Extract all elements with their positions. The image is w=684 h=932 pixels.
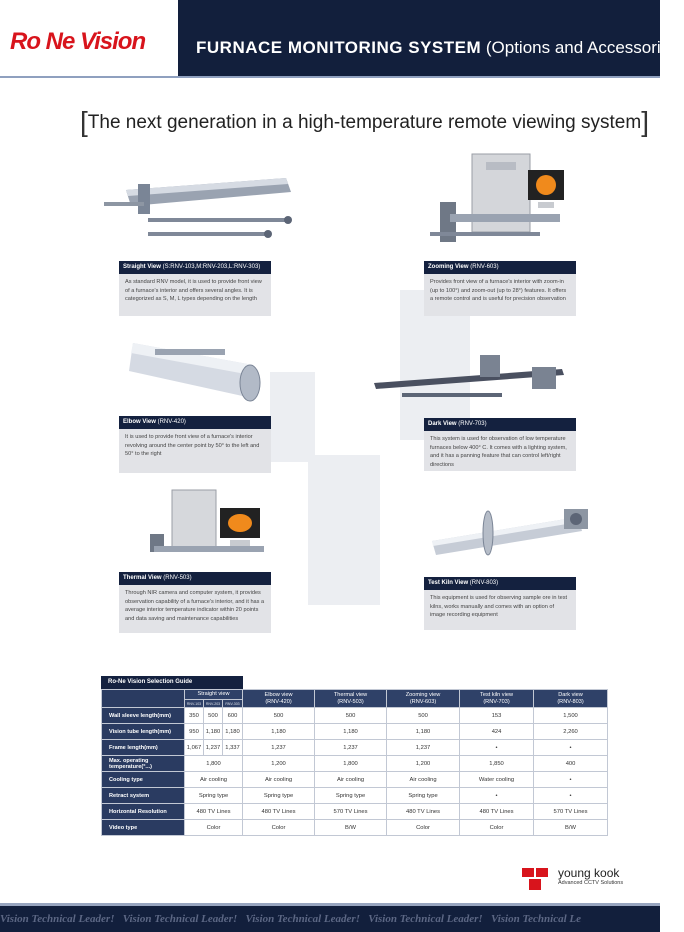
test-kiln-view-photo — [428, 495, 598, 567]
sub-col-header: RNV-103 — [185, 700, 204, 708]
straight-view-photo — [86, 168, 316, 248]
logo-area — [0, 0, 178, 78]
table-cell: 1,850 — [460, 756, 534, 772]
ronevision-logo: Ro Ne Vision — [10, 28, 146, 55]
zooming-view-description: Provides front view of a furnace's interior with zoom-in (up to 100°) and zoom-out (up to 28°) features. It offers a remote control and is useful for precision observation — [424, 274, 576, 316]
table-cell: 600 — [223, 708, 243, 724]
table-cell: 1,237 — [387, 740, 460, 756]
table-cell: Color — [243, 820, 315, 836]
table-cell: • — [534, 788, 608, 804]
test-kiln-view-description: This equipment is used for observing sample ore in test kilns, works manually and comes with an option of image recording equipment — [424, 590, 576, 630]
table-cell: 480 TV Lines — [185, 804, 243, 820]
table-cell: 1,180 — [387, 724, 460, 740]
row-header: Wall sleeve length(mm) — [102, 708, 185, 724]
table-cell: Color — [185, 820, 243, 836]
table-cell: • — [534, 740, 608, 756]
table-cell: B/W — [534, 820, 608, 836]
row-header: Horizontal Resolution — [102, 804, 185, 820]
table-cell: 1,067 — [185, 740, 204, 756]
header-divider — [0, 76, 660, 78]
table-cell: 400 — [534, 756, 608, 772]
table-cell: 1,180 — [315, 724, 387, 740]
zooming-view-label: Zooming View (RNV-603) — [424, 261, 576, 274]
table-cell: 480 TV Lines — [243, 804, 315, 820]
elbow-view-label: Elbow View (RNV-420) — [119, 416, 271, 429]
table-cell: 500 — [204, 708, 223, 724]
col-header: Straight view — [185, 690, 243, 700]
table-cell: 1,200 — [387, 756, 460, 772]
test-kiln-view-label: Test Kiln View (RNV-803) — [424, 577, 576, 590]
title-sub: (Options and Accessories) — [485, 38, 684, 57]
brand-name: young kook — [558, 866, 620, 880]
table-row — [102, 756, 608, 772]
table-row — [102, 788, 608, 804]
table-cell: 424 — [460, 724, 534, 740]
row-header: Vision tube length(mm) — [102, 724, 185, 740]
table-cell: Spring type — [185, 788, 243, 804]
table-cell: 500 — [387, 708, 460, 724]
title-band — [178, 0, 684, 78]
zooming-view-photo — [420, 152, 575, 260]
table-cell: 1,180 — [223, 724, 243, 740]
table-cell: 1,800 — [185, 756, 243, 772]
tagline-text: The next generation in a high-temperature remote viewing system — [87, 112, 642, 133]
row-header: Retract system — [102, 788, 185, 804]
backdrop-panel — [270, 372, 315, 462]
table-cell: Color — [460, 820, 534, 836]
backdrop-panel — [308, 455, 380, 605]
young-kook-logo-icon — [518, 866, 552, 892]
table-row — [102, 724, 608, 740]
table-cell: Air cooling — [387, 772, 460, 788]
table-cell: 500 — [243, 708, 315, 724]
col-header: Thermal view (RNV-503) — [315, 690, 387, 708]
table-cell: 1,237 — [243, 740, 315, 756]
table-cell: 1,237 — [315, 740, 387, 756]
tagline — [80, 106, 649, 138]
table-row — [102, 804, 608, 820]
col-header: Test kiln view (RNV-703) — [460, 690, 534, 708]
table-cell: Air cooling — [185, 772, 243, 788]
table-cell: 153 — [460, 708, 534, 724]
table-cell: 1,500 — [534, 708, 608, 724]
table-row — [102, 820, 608, 836]
table-corner — [102, 690, 185, 708]
elbow-view-photo — [125, 335, 270, 415]
table-cell: 350 — [185, 708, 204, 724]
col-header: Dark view (RNV-803) — [534, 690, 608, 708]
table-cell: B/W — [315, 820, 387, 836]
table-cell: 570 TV Lines — [534, 804, 608, 820]
selection-guide-title: Ro-Ne Vision Selection Guide — [101, 676, 243, 689]
table-row — [102, 772, 608, 788]
table-row — [102, 740, 608, 756]
table-cell: 570 TV Lines — [315, 804, 387, 820]
thermal-view-description: Through NIR camera and computer system, it provides observation capability of a furnace's interior, and it has a average interior temperature indicator within 20 points and data saving and maintenance capabilities — [119, 585, 271, 633]
dark-view-description: This system is used for observation of low temperature furnaces below 400° C. It comes with a lighting system, and it has a panning feature that can control left/right directions — [424, 431, 576, 471]
table-cell: • — [460, 788, 534, 804]
table-cell: 1,200 — [243, 756, 315, 772]
thermal-view-label: Thermal View (RNV-503) — [119, 572, 271, 585]
row-header: Cooling type — [102, 772, 185, 788]
table-cell: 1,800 — [315, 756, 387, 772]
table-cell: Color — [387, 820, 460, 836]
row-header: Max. operating temperature(°...) — [102, 756, 185, 772]
footer-slogan: Vision Technical Leader! Vision Technical Leader! Vision Technical Leader! Vision Technical Leader! Vision Technical Le — [0, 913, 582, 925]
title-main: FURNACE MONITORING SYSTEM — [196, 38, 482, 57]
page-header — [0, 0, 684, 78]
dark-view-photo — [372, 345, 577, 410]
table-cell: Air cooling — [243, 772, 315, 788]
table-cell: Spring type — [387, 788, 460, 804]
table-cell: • — [460, 740, 534, 756]
table-cell: Air cooling — [315, 772, 387, 788]
sub-col-header: RNV-203 — [204, 700, 223, 708]
table-row — [102, 708, 608, 724]
table-cell: 1,180 — [204, 724, 223, 740]
brand-tagline: Advanced CCTV Solutions — [558, 880, 624, 886]
dark-view-label: Dark View (RNV-703) — [424, 418, 576, 431]
table-cell: 950 — [185, 724, 204, 740]
table-cell: 1,180 — [243, 724, 315, 740]
page-title — [196, 38, 684, 58]
table-cell: 500 — [315, 708, 387, 724]
straight-view-description: As standard RNV model, it is used to provide front view of a furnace's interior and offers several angles. It is categorized as S, M, L types depending on the length — [119, 274, 271, 316]
table-cell: 480 TV Lines — [460, 804, 534, 820]
table-cell: • — [534, 772, 608, 788]
row-header: Frame length(mm) — [102, 740, 185, 756]
bracket-right-icon: ] — [641, 106, 649, 137]
row-header: Video type — [102, 820, 185, 836]
col-header: Elbow view (RNV-420) — [243, 690, 315, 708]
table-cell: 2,260 — [534, 724, 608, 740]
bracket-left-icon: [ — [80, 106, 88, 137]
selection-guide-table — [101, 689, 608, 836]
sub-col-header: RNV-303 — [223, 700, 243, 708]
thermal-view-photo — [146, 488, 281, 570]
table-cell: Spring type — [243, 788, 315, 804]
elbow-view-description: It is used to provide front view of a furnace's interior revolving around the center point by 50° to the left and 50° to the right — [119, 429, 271, 473]
table-cell: 1,337 — [223, 740, 243, 756]
table-cell: 1,237 — [204, 740, 223, 756]
table-cell: Spring type — [315, 788, 387, 804]
straight-view-label: Straight View (S:RNV-103,M:RNV-203,L:RNV-303) — [119, 261, 271, 274]
col-header: Zooming view (RNV-603) — [387, 690, 460, 708]
table-cell: 480 TV Lines — [387, 804, 460, 820]
table-cell: Water cooling — [460, 772, 534, 788]
